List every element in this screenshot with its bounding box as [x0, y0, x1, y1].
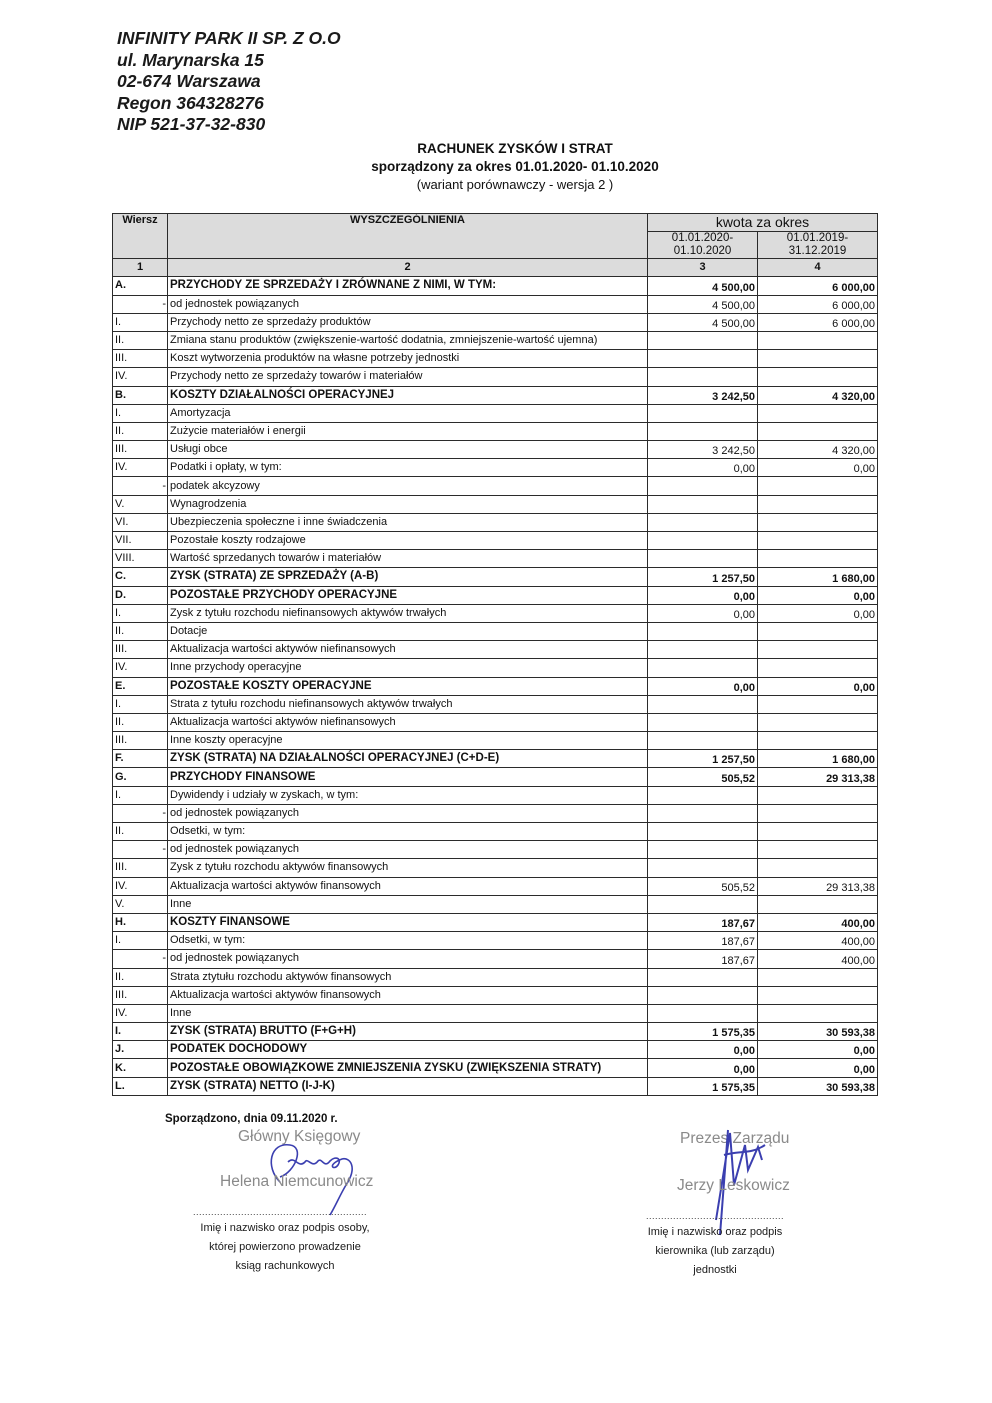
table-row: [113, 313, 878, 331]
amount-previous: 30 593,38: [758, 1077, 878, 1095]
amount-previous: 29 313,38: [758, 768, 878, 786]
amount-previous: 1 680,00: [758, 750, 878, 768]
row-number: V.: [113, 495, 168, 513]
amount-current: [648, 422, 758, 440]
table-row: [113, 550, 878, 568]
amount-current: [648, 786, 758, 804]
row-number: V.: [113, 895, 168, 913]
row-description: POZOSTAŁE KOSZTY OPERACYJNE: [168, 677, 648, 695]
table-row: [113, 604, 878, 622]
amount-previous: [758, 659, 878, 677]
row-number: A.: [113, 277, 168, 295]
company-name: INFINITY PARK II SP. Z O.O: [117, 28, 341, 48]
row-description: Inne: [168, 1004, 648, 1022]
row-description: PODATEK DOCHODOWY: [168, 1041, 648, 1059]
row-number: I.: [113, 404, 168, 422]
amount-previous: [758, 968, 878, 986]
row-number: III.: [113, 986, 168, 1004]
amount-current: [648, 859, 758, 877]
period-current-start: 01.01.2020-: [671, 232, 734, 245]
accountant-caption: [180, 1219, 390, 1276]
row-description: Podatki i opłaty, w tym:: [168, 459, 648, 477]
president-caption: [630, 1223, 800, 1280]
row-description: od jednostek powiązanych: [168, 950, 648, 968]
row-description: podatek akcyzowy: [168, 477, 648, 495]
row-description: Zużycie materiałów i energii: [168, 422, 648, 440]
amount-current: 505,52: [648, 768, 758, 786]
table-row: [113, 277, 878, 295]
table-row: [113, 477, 878, 495]
row-number: III.: [113, 732, 168, 750]
amount-previous: [758, 695, 878, 713]
row-number: I.: [113, 1023, 168, 1041]
amount-current: [648, 841, 758, 859]
row-description: od jednostek powiązanych: [168, 841, 648, 859]
table-row: [113, 659, 878, 677]
amount-previous: [758, 331, 878, 349]
amount-current: 0,00: [648, 1059, 758, 1077]
row-number: E.: [113, 677, 168, 695]
amount-previous: 4 320,00: [758, 386, 878, 404]
company-regon: Regon 364328276: [117, 92, 264, 113]
amount-previous: [758, 786, 878, 804]
amount-previous: 0,00: [758, 1041, 878, 1059]
table-row: [113, 641, 878, 659]
row-description: PRZYCHODY ZE SPRZEDAŻY I ZRÓWNANE Z NIMI, W TYM:: [168, 277, 648, 295]
row-number: -: [113, 477, 168, 495]
col-number-3: 3: [648, 259, 758, 277]
president-role: Prezes Zarządu: [680, 1130, 790, 1147]
table-row: [113, 622, 878, 640]
company-nip: NIP 521-37-32-830: [117, 114, 266, 134]
amount-current: 0,00: [648, 677, 758, 695]
row-description: Wynagrodzenia: [168, 495, 648, 513]
row-number: I.: [113, 932, 168, 950]
table-row: [113, 441, 878, 459]
row-number: IV.: [113, 877, 168, 895]
amount-current: [648, 368, 758, 386]
income-statement-table: [112, 213, 878, 1096]
row-number: IV.: [113, 1004, 168, 1022]
president-caption-line: jednostki: [693, 1264, 737, 1276]
president-signature-line: ..............................................: [646, 1211, 785, 1221]
row-description: Pozostałe koszty rodzajowe: [168, 532, 648, 550]
header-wiersz: Wiersz: [113, 214, 168, 259]
row-number: IV.: [113, 459, 168, 477]
row-number: IV.: [113, 368, 168, 386]
amount-previous: 6 000,00: [758, 313, 878, 331]
table-row: [113, 750, 878, 768]
row-number: II.: [113, 713, 168, 731]
amount-current: 505,52: [648, 877, 758, 895]
row-description: Dotacje: [168, 622, 648, 640]
report-period: sporządzony za okres 01.01.2020- 01.10.2020: [371, 159, 659, 174]
row-description: ZYSK (STRATA) NA DZIAŁALNOŚCI OPERACYJNEJ (C+D-E): [168, 750, 648, 768]
row-description: od jednostek powiązanych: [168, 804, 648, 822]
amount-previous: [758, 859, 878, 877]
row-description: POZOSTAŁE OBOWIĄZKOWE ZMNIEJSZENIA ZYSKU (ZWIĘKSZENIA STRATY): [168, 1059, 648, 1077]
row-description: Ubezpieczenia społeczne i inne świadczenia: [168, 513, 648, 531]
accountant-caption-line: ksiąg rachunkowych: [235, 1260, 335, 1272]
table-row: [113, 823, 878, 841]
table-row: [113, 713, 878, 731]
amount-previous: [758, 622, 878, 640]
report-variant: (wariant porównawczy - wersja 2 ): [416, 177, 614, 192]
row-description: od jednostek powiązanych: [168, 295, 648, 313]
row-number: H.: [113, 913, 168, 931]
col-number-2: 2: [168, 259, 648, 277]
row-description: Zmiana stanu produktów (zwiększenie-wartość dodatnia, zmniejszenie-wartość ujemna): [168, 331, 648, 349]
amount-previous: 0,00: [758, 1059, 878, 1077]
table-row: [113, 932, 878, 950]
amount-previous: [758, 368, 878, 386]
row-description: Koszt wytworzenia produktów na własne potrzeby jednostki: [168, 350, 648, 368]
amount-current: 1 575,35: [648, 1023, 758, 1041]
amount-current: [648, 968, 758, 986]
amount-current: 0,00: [648, 459, 758, 477]
amount-current: 0,00: [648, 604, 758, 622]
amount-current: [648, 986, 758, 1004]
amount-previous: [758, 732, 878, 750]
row-description: Aktualizacja wartości aktywów finansowych: [168, 986, 648, 1004]
amount-previous: 6 000,00: [758, 295, 878, 313]
row-description: Odsetki, w tym:: [168, 823, 648, 841]
amount-previous: [758, 641, 878, 659]
table-row: [113, 386, 878, 404]
amount-previous: 0,00: [758, 586, 878, 604]
amount-previous: 400,00: [758, 913, 878, 931]
amount-current: [648, 659, 758, 677]
table-row: [113, 586, 878, 604]
president-caption-line: Imię i nazwisko oraz podpis: [647, 1226, 783, 1238]
table-row: [113, 841, 878, 859]
company-city: 02-674 Warszawa: [117, 71, 261, 91]
amount-current: [648, 513, 758, 531]
row-number: III.: [113, 859, 168, 877]
accountant-caption-line: której powierzono prowadzenie: [209, 1241, 361, 1253]
amount-previous: [758, 495, 878, 513]
table-row: [113, 877, 878, 895]
table-row: [113, 532, 878, 550]
row-number: III.: [113, 641, 168, 659]
amount-previous: 0,00: [758, 677, 878, 695]
table-row: [113, 495, 878, 513]
amount-previous: [758, 477, 878, 495]
period-current-end: 01.10.2020: [673, 245, 732, 258]
row-description: KOSZTY FINANSOWE: [168, 913, 648, 931]
amount-previous: 400,00: [758, 950, 878, 968]
table-row: [113, 677, 878, 695]
row-number: VIII.: [113, 550, 168, 568]
table-row: [113, 422, 878, 440]
table-row: [113, 350, 878, 368]
row-number: C.: [113, 568, 168, 586]
amount-current: 4 500,00: [648, 295, 758, 313]
row-description: Przychody netto ze sprzedaży towarów i materiałów: [168, 368, 648, 386]
table-row: [113, 568, 878, 586]
accountant-role: Główny Księgowy: [238, 1128, 361, 1145]
table-row: [113, 1023, 878, 1041]
amount-previous: [758, 841, 878, 859]
col-number-4: 4: [758, 259, 878, 277]
row-description: Inne przychody operacyjne: [168, 659, 648, 677]
table-row: [113, 968, 878, 986]
amount-previous: 400,00: [758, 932, 878, 950]
table-row: [113, 1077, 878, 1095]
table-row: [113, 459, 878, 477]
row-number: J.: [113, 1041, 168, 1059]
accountant-signature-icon: [250, 1127, 370, 1217]
amount-current: [648, 895, 758, 913]
row-description: Strata z tytułu rozchodu niefinansowych aktywów trwałych: [168, 695, 648, 713]
amount-current: [648, 732, 758, 750]
amount-current: [648, 495, 758, 513]
row-number: III.: [113, 441, 168, 459]
row-description: ZYSK (STRATA) BRUTTO (F+G+H): [168, 1023, 648, 1041]
prepared-date: Sporządzono, dnia 09.11.2020 r.: [165, 1113, 338, 1125]
row-description: Odsetki, w tym:: [168, 932, 648, 950]
amount-current: 187,67: [648, 932, 758, 950]
amount-current: [648, 804, 758, 822]
row-description: PRZYCHODY FINANSOWE: [168, 768, 648, 786]
amount-current: [648, 622, 758, 640]
row-description: Dywidendy i udziały w zyskach, w tym:: [168, 786, 648, 804]
header-period-previous: [758, 232, 878, 259]
amount-previous: 0,00: [758, 604, 878, 622]
amount-previous: 1 680,00: [758, 568, 878, 586]
row-number: II.: [113, 622, 168, 640]
amount-current: [648, 641, 758, 659]
row-number: -: [113, 295, 168, 313]
table-row: [113, 913, 878, 931]
row-description: Przychody netto ze sprzedaży produktów: [168, 313, 648, 331]
row-number: I.: [113, 695, 168, 713]
table-row: [113, 950, 878, 968]
row-description: Inne: [168, 895, 648, 913]
report-titles: [300, 140, 730, 194]
row-description: Zysk z tytułu rozchodu aktywów finansowych: [168, 859, 648, 877]
amount-previous: [758, 1004, 878, 1022]
amount-current: [648, 404, 758, 422]
row-number: III.: [113, 350, 168, 368]
table-row: [113, 1004, 878, 1022]
col-number-1: 1: [113, 259, 168, 277]
row-description: Strata ztytułu rozchodu aktywów finansowych: [168, 968, 648, 986]
table-row: [113, 295, 878, 313]
table-row: [113, 986, 878, 1004]
president-caption-line: kierownika (lub zarządu): [655, 1245, 775, 1257]
row-description: KOSZTY DZIAŁALNOŚCI OPERACYJNEJ: [168, 386, 648, 404]
table-row: [113, 1041, 878, 1059]
amount-current: 3 242,50: [648, 441, 758, 459]
amount-previous: [758, 823, 878, 841]
row-description: ZYSK (STRATA) NETTO (I-J-K): [168, 1077, 648, 1095]
row-number: D.: [113, 586, 168, 604]
row-description: ZYSK (STRATA) ZE SPRZEDAŻY (A-B): [168, 568, 648, 586]
amount-current: 1 257,50: [648, 568, 758, 586]
amount-current: 187,67: [648, 913, 758, 931]
table-row: [113, 804, 878, 822]
row-number: K.: [113, 1059, 168, 1077]
row-number: I.: [113, 604, 168, 622]
amount-current: [648, 477, 758, 495]
header-period-current: [648, 232, 758, 259]
amount-previous: [758, 550, 878, 568]
table-row: [113, 859, 878, 877]
period-previous-end: 31.12.2019: [788, 245, 847, 258]
row-number: -: [113, 804, 168, 822]
table-row: [113, 513, 878, 531]
row-number: F.: [113, 750, 168, 768]
row-number: II.: [113, 331, 168, 349]
table-row: [113, 732, 878, 750]
row-description: Aktualizacja wartości aktywów finansowych: [168, 877, 648, 895]
row-number: VI.: [113, 513, 168, 531]
row-description: Aktualizacja wartości aktywów niefinansowych: [168, 641, 648, 659]
table-row: [113, 768, 878, 786]
amount-current: [648, 823, 758, 841]
amount-current: 1 257,50: [648, 750, 758, 768]
amount-current: [648, 713, 758, 731]
row-number: I.: [113, 786, 168, 804]
amount-current: [648, 1004, 758, 1022]
amount-current: [648, 695, 758, 713]
row-number: -: [113, 841, 168, 859]
amount-previous: [758, 986, 878, 1004]
amount-previous: 4 320,00: [758, 441, 878, 459]
accountant-signature-line: ..........................................................: [193, 1207, 368, 1217]
row-description: Aktualizacja wartości aktywów niefinansowych: [168, 713, 648, 731]
row-description: Wartość sprzedanych towarów i materiałów: [168, 550, 648, 568]
amount-previous: 0,00: [758, 459, 878, 477]
amount-previous: [758, 895, 878, 913]
header-description: WYSZCZEGÓLNIENIA: [168, 214, 648, 259]
row-number: L.: [113, 1077, 168, 1095]
table-row: [113, 368, 878, 386]
row-number: -: [113, 950, 168, 968]
row-description: Amortyzacja: [168, 404, 648, 422]
row-number: II.: [113, 968, 168, 986]
president-name: Jerzy Leskowicz: [677, 1177, 790, 1194]
period-previous-start: 01.01.2019-: [786, 232, 849, 245]
amount-previous: [758, 513, 878, 531]
row-description: Zysk z tytułu rozchodu niefinansowych aktywów trwałych: [168, 604, 648, 622]
amount-current: [648, 532, 758, 550]
amount-current: 0,00: [648, 586, 758, 604]
row-description: POZOSTAŁE PRZYCHODY OPERACYJNE: [168, 586, 648, 604]
table-row: [113, 786, 878, 804]
amount-previous: [758, 532, 878, 550]
amount-previous: [758, 804, 878, 822]
table-row: [113, 331, 878, 349]
accountant-name: Helena Niemcunowicz: [220, 1173, 374, 1190]
table-row: [113, 895, 878, 913]
amount-current: 4 500,00: [648, 277, 758, 295]
row-number: G.: [113, 768, 168, 786]
table-row: [113, 1059, 878, 1077]
company-block: [117, 28, 341, 136]
row-number: II.: [113, 823, 168, 841]
table-row: [113, 404, 878, 422]
amount-current: 3 242,50: [648, 386, 758, 404]
amount-current: [648, 550, 758, 568]
row-number: I.: [113, 313, 168, 331]
amount-current: [648, 331, 758, 349]
row-number: II.: [113, 422, 168, 440]
amount-previous: 30 593,38: [758, 1023, 878, 1041]
company-street: ul. Marynarska 15: [117, 49, 264, 70]
amount-previous: [758, 422, 878, 440]
amount-current: 187,67: [648, 950, 758, 968]
row-number: IV.: [113, 659, 168, 677]
amount-previous: 6 000,00: [758, 277, 878, 295]
amount-current: 4 500,00: [648, 313, 758, 331]
amount-current: 1 575,35: [648, 1077, 758, 1095]
table-row: [113, 695, 878, 713]
accountant-caption-line: Imię i nazwisko oraz podpis osoby,: [200, 1222, 370, 1234]
row-number: VII.: [113, 532, 168, 550]
header-amount-group: kwota za okres: [648, 214, 878, 232]
amount-current: [648, 350, 758, 368]
amount-previous: [758, 713, 878, 731]
report-title: RACHUNEK ZYSKÓW I STRAT: [417, 141, 613, 156]
table-body: [113, 277, 878, 1095]
amount-previous: [758, 350, 878, 368]
amount-current: 0,00: [648, 1041, 758, 1059]
row-number: B.: [113, 386, 168, 404]
amount-previous: [758, 404, 878, 422]
row-description: Usługi obce: [168, 441, 648, 459]
row-description: Inne koszty operacyjne: [168, 732, 648, 750]
amount-previous: 29 313,38: [758, 877, 878, 895]
